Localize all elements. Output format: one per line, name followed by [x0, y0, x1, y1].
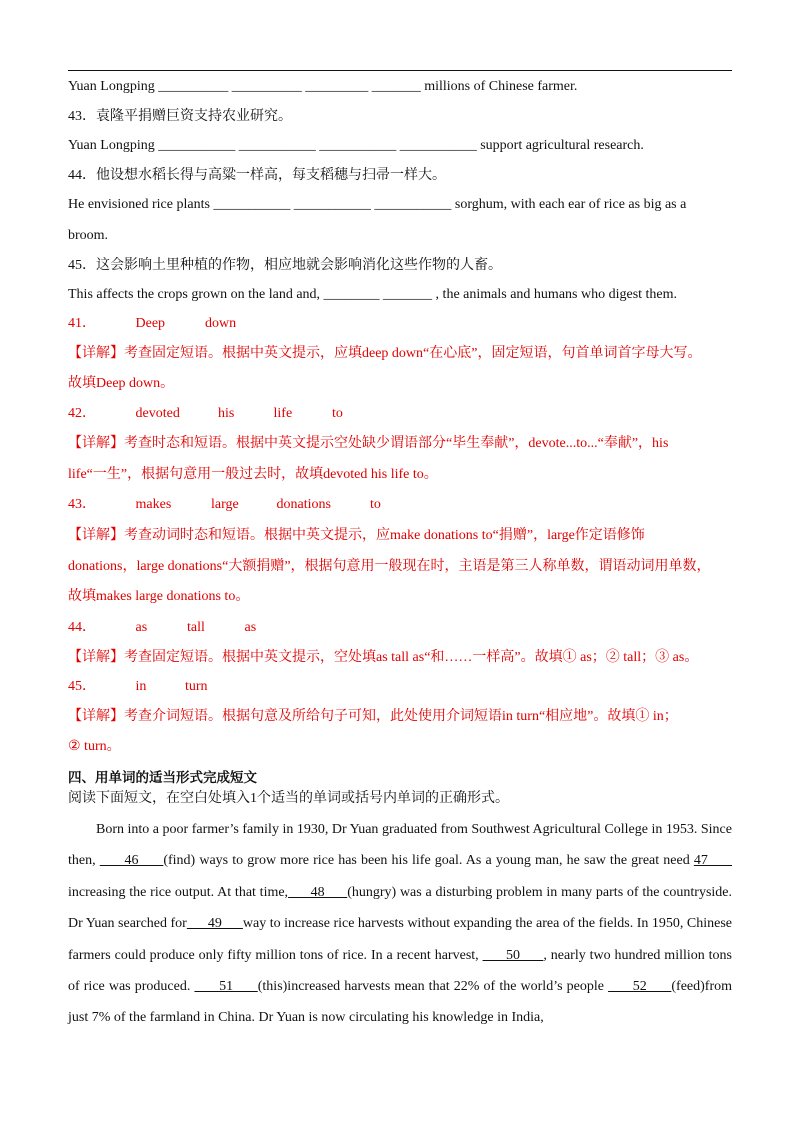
explanation-45: 【详解】考查介词短语。根据句意及所给句子可知，此处使用介词短语in turn“相应地”。故填① in； [68, 709, 678, 724]
answer-41 [68, 314, 732, 334]
answer-word: as [244, 620, 257, 635]
explanation-43: 【详解】考查动词时态和短语。根据中英文提示，应make donations to“捐赠”，large作定语修饰 [68, 528, 645, 543]
passage-text: (this)increased harvests mean that 22% of the world’s people [257, 979, 609, 995]
answer-42 [68, 404, 732, 424]
answer-number: 42． [68, 406, 96, 421]
passage-text: increasing the rice output. At that time, [68, 884, 289, 900]
blank-51: 51 [194, 979, 258, 995]
answer-number: 43． [68, 497, 96, 512]
section-instruction: 阅读下面短文，在空白处填入1个适当的单词或括号内单词的正确形式。 [68, 791, 509, 806]
question-44-chinese: 44．他设想水稻长得与高粱一样高，每支稻穗与扫帚一样大。 [68, 168, 446, 183]
section-title: 四、用单词的适当形式完成短文 [68, 770, 257, 786]
answer-word: his [218, 406, 235, 421]
answer-44 [68, 618, 732, 638]
question-45-chinese: 45．这会影响土里种植的作物，相应地就会影响消化这些作物的人畜。 [68, 258, 502, 273]
question-43-english: Yuan Longping ___________ ___________ ___________ ___________ support agricultural research. [68, 138, 644, 153]
passage-text: (find) ways to grow more rice has been his life goal. As a young man, he saw the great need [163, 853, 694, 869]
answer-word: in [135, 679, 147, 694]
answer-number: 41． [68, 316, 96, 331]
blank-48: 48 [288, 884, 348, 900]
blank-50: 50 [482, 947, 544, 963]
explanation-43-cont: donations，large donations“大额捐赠”，根据句意用一般现在时，主语是第三人称单数，谓语动词用单数， [68, 559, 711, 574]
answer-number: 44． [68, 620, 96, 635]
answer-word: as [135, 620, 148, 635]
explanation-41-cont: 故填Deep down。 [68, 376, 175, 391]
answer-word: makes [135, 497, 172, 512]
explanation-42-cont: life“一生”，根据句意用一般过去时，故填devoted his life to。 [68, 467, 438, 482]
answer-word: Deep [135, 316, 166, 331]
answer-word: down [205, 316, 237, 331]
explanation-41: 【详解】考查固定短语。根据中英文提示，应填deep down“在心底”，固定短语，句首单词首字母大写。 [68, 346, 702, 361]
question-44-english: He envisioned rice plants ___________ ___________ ___________ sorghum, with each ear of rice as big as a [68, 197, 687, 212]
answer-word: to [332, 406, 343, 421]
blank-52: 52 [608, 979, 672, 995]
answer-word: large [211, 497, 239, 512]
explanation-43-cont2: 故填makes large donations to。 [68, 589, 250, 604]
passage-text: Born into a poor farmer’s family in 1930, Dr Yuan graduated from Southwest Agricultural College in 1953. Since then, [68, 822, 732, 869]
passage-text: , nearly two hundred million tons of rice was produced. [68, 947, 732, 995]
answer-word: life [273, 406, 293, 421]
passage [68, 814, 732, 1034]
answer-word: to [370, 497, 381, 512]
question-43-chinese: 43．袁隆平捐赠巨资支持农业研究。 [68, 109, 292, 124]
answer-43 [68, 495, 732, 515]
blank-49: 49 [186, 916, 243, 932]
passage-text: (feed)from just 7% of the farmland in China. Dr Yuan is now circulating his knowledge in India, [68, 979, 733, 1026]
question-45-english: This affects the crops grown on the land and, ________ _______ , the animals and humans who digest them. [68, 287, 678, 302]
answer-word: donations [276, 497, 331, 512]
answer-word: turn [185, 679, 208, 694]
passage-text: way to increase rice harvests without expanding the area of the fields. In 1950, Chinese farmers could produce only fifty million tons of rice. In a recent harvest, [68, 916, 732, 963]
blank-46: 46 [99, 853, 164, 869]
answer-45 [68, 677, 732, 697]
answer-word: devoted [135, 406, 180, 421]
explanation-42: 【详解】考查时态和短语。根据中英文提示空处缺少谓语部分“毕生奉献”，devote...to...“奉献”，his [68, 436, 669, 451]
answer-word: tall [187, 620, 205, 635]
explanation-44: 【详解】考查固定短语。根据中英文提示，空处填as tall as“和……一样高”。故填① as；② tall；③ as。 [68, 650, 699, 665]
question-42-english: Yuan Longping __________ __________ _________ _______ millions of Chinese farmer. [68, 79, 578, 94]
passage-text: (hungry) was a disturbing problem in many parts of the countryside. Dr Yuan searched for [68, 884, 733, 932]
question-44-english-cont: broom. [68, 228, 109, 243]
answer-number: 45． [68, 679, 96, 694]
explanation-45-cont: ② turn。 [68, 739, 121, 754]
top-rule [68, 70, 732, 71]
blank-47: 47 [693, 853, 733, 869]
